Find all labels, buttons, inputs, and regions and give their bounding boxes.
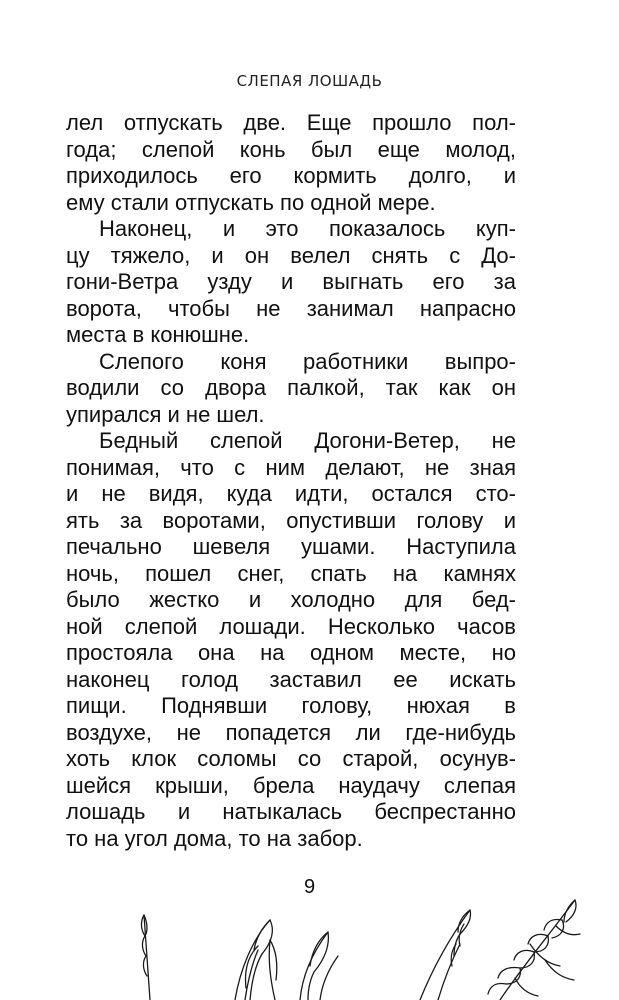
grass-illustration-icon [0, 860, 619, 1000]
text-line: понимая, что с ним делают, не зная [66, 454, 516, 480]
text-line: воздухе, не попадется ли где-нибудь [66, 719, 516, 745]
text-line: и не видя, куда идти, остался сто- [66, 481, 516, 506]
text-line: Слепого коня работники выпро- [99, 348, 516, 374]
text-line: ворота, чтобы не занимал напрасно [66, 295, 516, 321]
text-line: простояла она на одном месте, но [66, 640, 516, 665]
text-line: Бедный слепой Догони-Ветер, не [99, 428, 516, 453]
body-text [66, 110, 516, 852]
text-line: места в конюшне. [66, 322, 250, 347]
text-line: ему стали отпускать по одной мере. [66, 189, 436, 215]
text-line: печально шевеля ушами. Наступила [66, 534, 516, 559]
text-line: пищи. Поднявши голову, нюхая в [66, 693, 516, 718]
text-line: Наконец, и это показалось куп- [99, 216, 516, 241]
page-number: 9 [303, 876, 316, 898]
text-line: хоть клок соломы со старой, осунув- [66, 746, 516, 771]
text-line: то на угол дома, то на забор. [66, 825, 363, 851]
text-line: года; слепой конь был еще молод, [66, 136, 516, 162]
text-line: цу тяжело, и он велел снять с До- [66, 242, 516, 268]
text-line: шейся крыши, брела наудачу слепая [66, 772, 516, 798]
running-header: СЛЕПАЯ ЛОШАДЬ [236, 72, 383, 90]
text-line: упирался и не шел. [66, 401, 265, 427]
text-line: ночь, пошел снег, спать на камнях [66, 560, 516, 586]
text-line: лел отпускать две. Еще прошло пол- [66, 110, 516, 135]
text-line: гони-Ветра узду и выгнать его за [66, 269, 516, 294]
text-line: лошадь и натыкалась беспрестанно [66, 799, 516, 824]
text-line: ной слепой лошади. Несколько часов [66, 613, 516, 639]
text-line: водили со двора палкой, так как он [66, 375, 516, 400]
text-line: приходилось его кормить долго, и [66, 163, 516, 188]
text-line: было жестко и холодно для бед- [66, 587, 516, 612]
text-line: ять за воротами, опустивши голову и [66, 507, 516, 533]
text-line: наконец голод заставил ее искать [66, 666, 516, 692]
